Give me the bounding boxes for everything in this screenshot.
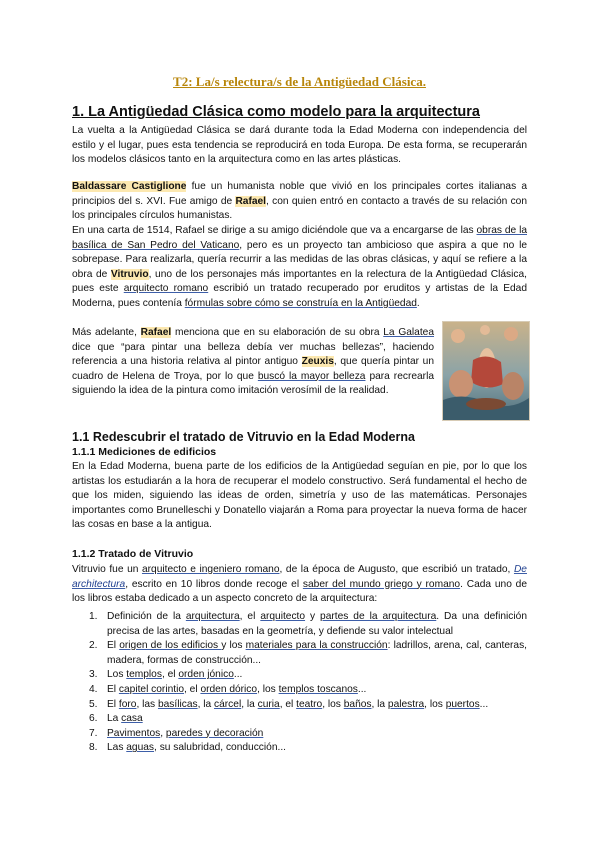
underlined-term: Pavimentos	[107, 727, 161, 739]
underlined-term: materiales para la construcción	[245, 640, 388, 652]
underlined-term: arquitecto	[260, 611, 306, 622]
list-number: 6.	[89, 713, 98, 725]
text-span: , la	[197, 698, 215, 710]
underlined-term: foro	[118, 698, 137, 710]
underlined-san-pedro: obras de la basílica de San Pedro del Vaticano	[72, 225, 527, 251]
text-span: . Da una definición precisa de las artes, basadas en la geometría, y defiende su valor intelectual	[107, 611, 527, 637]
list-item	[72, 727, 527, 742]
list-item	[72, 668, 527, 683]
underlined-term: casa	[121, 713, 143, 725]
list-number: 5.	[89, 698, 98, 710]
paragraph-castiglione	[72, 180, 527, 224]
list-item	[72, 610, 527, 639]
list-item	[72, 698, 527, 713]
text-span: , los	[322, 698, 344, 710]
highlight-rafael: Rafael	[140, 327, 172, 338]
underlined-arquitecto-romano: arquitecto romano	[123, 283, 209, 295]
text-span: dice que “para pintar una belleza debía ver muchas bellezas”, haciendo referencia a una historia relativa al pintor antiguo	[72, 341, 434, 368]
underlined-term: origen de los edificios	[119, 640, 222, 652]
subheading-tratado: 1.1.2 Tratado de Vitruvio	[72, 548, 194, 560]
list-item	[72, 712, 527, 727]
text-span: escribió un tratado recuperado por eruditos y artistas de la Edad Moderna, pues contenía	[72, 283, 527, 309]
highlight-vitruvio: Vitruvio	[110, 268, 149, 280]
underlined-mayor-belleza: buscó la mayor belleza	[257, 370, 366, 382]
list-item	[72, 639, 527, 668]
paragraph-galatea	[72, 326, 434, 399]
underlined-term: partes de la arquitectura	[320, 611, 437, 622]
underlined-de-architectura: De architectura	[72, 564, 527, 590]
text-span: , el	[161, 669, 179, 681]
list-number: 8.	[89, 742, 98, 754]
galatea-painting-icon	[443, 322, 529, 420]
text-span: , el	[279, 698, 297, 710]
underlined-term: aguas	[126, 742, 155, 754]
text-span: , que quería pintar un cuadro de Helena de Troya, por lo que	[72, 356, 434, 382]
paragraph-intro: La vuelta a la Antigüedad Clásica se dará durante toda la Edad Moderna con independencia del estilo y el lugar, pues esta tendencia se reproducirá en toda Europa. De esta forma, se recuperarán los modelos clásicos tanto en la arquitectura como en las artes plásticas.	[72, 125, 527, 166]
paragraph-tratado	[72, 563, 527, 607]
underlined-term: orden dórico	[200, 683, 258, 695]
highlight-rafael: Rafael	[235, 195, 267, 207]
underlined-term: templos toscanos	[278, 683, 358, 695]
text-span: . Cada uno de los libros estaba dedicado a un aspecto concreto de la arquitectura:	[72, 578, 527, 605]
text-span: Más adelante,	[72, 327, 141, 338]
underlined-term: puertos	[445, 698, 480, 710]
text-span: ...	[479, 698, 489, 710]
page-title: T2: La/s relectura/s de la Antigüedad Clásica.	[173, 74, 426, 89]
underlined-term: capitel corintio	[118, 683, 185, 695]
underlined-term: templos	[126, 669, 162, 681]
underlined-term: teatro	[296, 698, 323, 710]
text-span: Los	[107, 669, 127, 681]
text-span: El	[107, 640, 120, 652]
text-span: , la	[371, 698, 388, 710]
text-span: , con quien entró en contacto a través de su relación con los principales círculos humanistas.	[72, 195, 527, 222]
list-number: 3.	[89, 669, 98, 681]
text-span: Las	[107, 742, 127, 754]
paragraph-mediciones: En la Edad Moderna, buena parte de los edificios de la Antigüedad seguían en pie, por lo que los artistas los estudiarán a la hora de recuperar el modelo constructivo. Será fundamental el hecho de que los miden, siguiendo las ideas de orden, simetría y uso de las matemáticas. Personajes importantes como Brunelleschi y Donatello viajarán a Roma para proyectar la nueva forma de hacer las cosas en base a la antigua.	[72, 461, 527, 531]
text-span: Definición de la	[107, 611, 186, 622]
text-span: , los	[257, 683, 279, 695]
section-heading-1: 1. La Antigüedad Clásica como modelo para la arquitectura	[72, 104, 480, 120]
underlined-term: orden jónico	[178, 669, 234, 681]
text-span: , la	[241, 698, 258, 710]
underlined-term: cárcel	[214, 698, 242, 710]
list-number: 7.	[89, 727, 98, 739]
book-list	[72, 610, 527, 756]
underlined-la-galatea: La Galatea	[383, 327, 435, 338]
list-item	[72, 683, 527, 698]
text-span: , escrito en 10 libros donde recoge el	[125, 578, 303, 590]
underlined-saber-mundo: saber del mundo griego y romano	[302, 578, 461, 590]
text-span: El	[107, 698, 119, 710]
list-number: 2.	[89, 640, 98, 652]
section-heading-1-1: 1.1 Redescubrir el tratado de Vitruvio en la Edad Moderna	[72, 430, 415, 444]
text-span: , de la época de Augusto, que escribió un tratado,	[279, 564, 514, 575]
text-span: , los	[424, 698, 446, 710]
highlight-zeuxis: Zeuxis	[301, 356, 334, 368]
text-span: El	[107, 683, 119, 695]
text-span: , pero es un proyecto tan ambicioso que aspira a que no le sobrepase. Para realizarla, quería recurrir a las medidas de las obras clásicas, y aquí se refiere a la obra de	[72, 239, 528, 280]
underlined-formulas: fórmulas sobre cómo se construía en la Antigüedad	[184, 297, 417, 309]
list-item	[72, 741, 527, 756]
text-span: y los	[221, 640, 246, 652]
underlined-term: arquitectura	[185, 611, 240, 622]
text-span: : ladrillos, arena, cal, canteras, madera, formas de construcción...	[107, 640, 527, 666]
underlined-term: palestra	[387, 698, 425, 710]
text-span: , el	[184, 683, 201, 695]
underlined-term: curia	[257, 698, 280, 710]
list-number: 1.	[89, 611, 98, 622]
text-span: ...	[357, 683, 367, 695]
underlined-term: paredes y decoración	[165, 727, 264, 739]
text-span: para recrearla siguiendo la idea de la pintura como imitación verosímil de la realidad.	[72, 370, 435, 397]
text-span: fue un humanista noble que vivió en los principales cortes italianas a principios del s. XVI. Fue amigo de	[72, 181, 527, 207]
text-span: En una carta de 1514, Rafael se dirige a su amigo diciéndole que va a encargarse de las	[72, 225, 477, 236]
list-number: 4.	[89, 683, 98, 695]
galatea-painting-image	[442, 321, 530, 421]
subheading-mediciones: 1.1.1 Mediciones de edificios	[72, 446, 217, 458]
text-span: , uno de los personajes más importantes en la relectura de la Antigüedad Clásica, pues este	[72, 268, 527, 295]
underlined-arquitecto-ingeniero: arquitecto e ingeniero romano	[141, 564, 280, 575]
underlined-term: basílicas	[157, 698, 198, 710]
highlight-castiglione: Baldassare Castiglione	[72, 181, 187, 192]
text-span: La	[107, 713, 122, 725]
underlined-term: baños	[343, 698, 372, 710]
text-span: Vitruvio fue un	[72, 564, 142, 575]
text-span: ...	[233, 669, 243, 681]
text-span: menciona que en su elaboración de su obra	[171, 327, 384, 338]
text-span: ,	[160, 727, 166, 739]
paragraph-carta	[72, 224, 527, 312]
text-span: y	[305, 611, 321, 622]
text-span: , las	[136, 698, 158, 710]
text-span: , el	[239, 611, 261, 622]
text-span: , su salubridad, conducción...	[154, 742, 286, 754]
text-span: .	[416, 297, 420, 309]
